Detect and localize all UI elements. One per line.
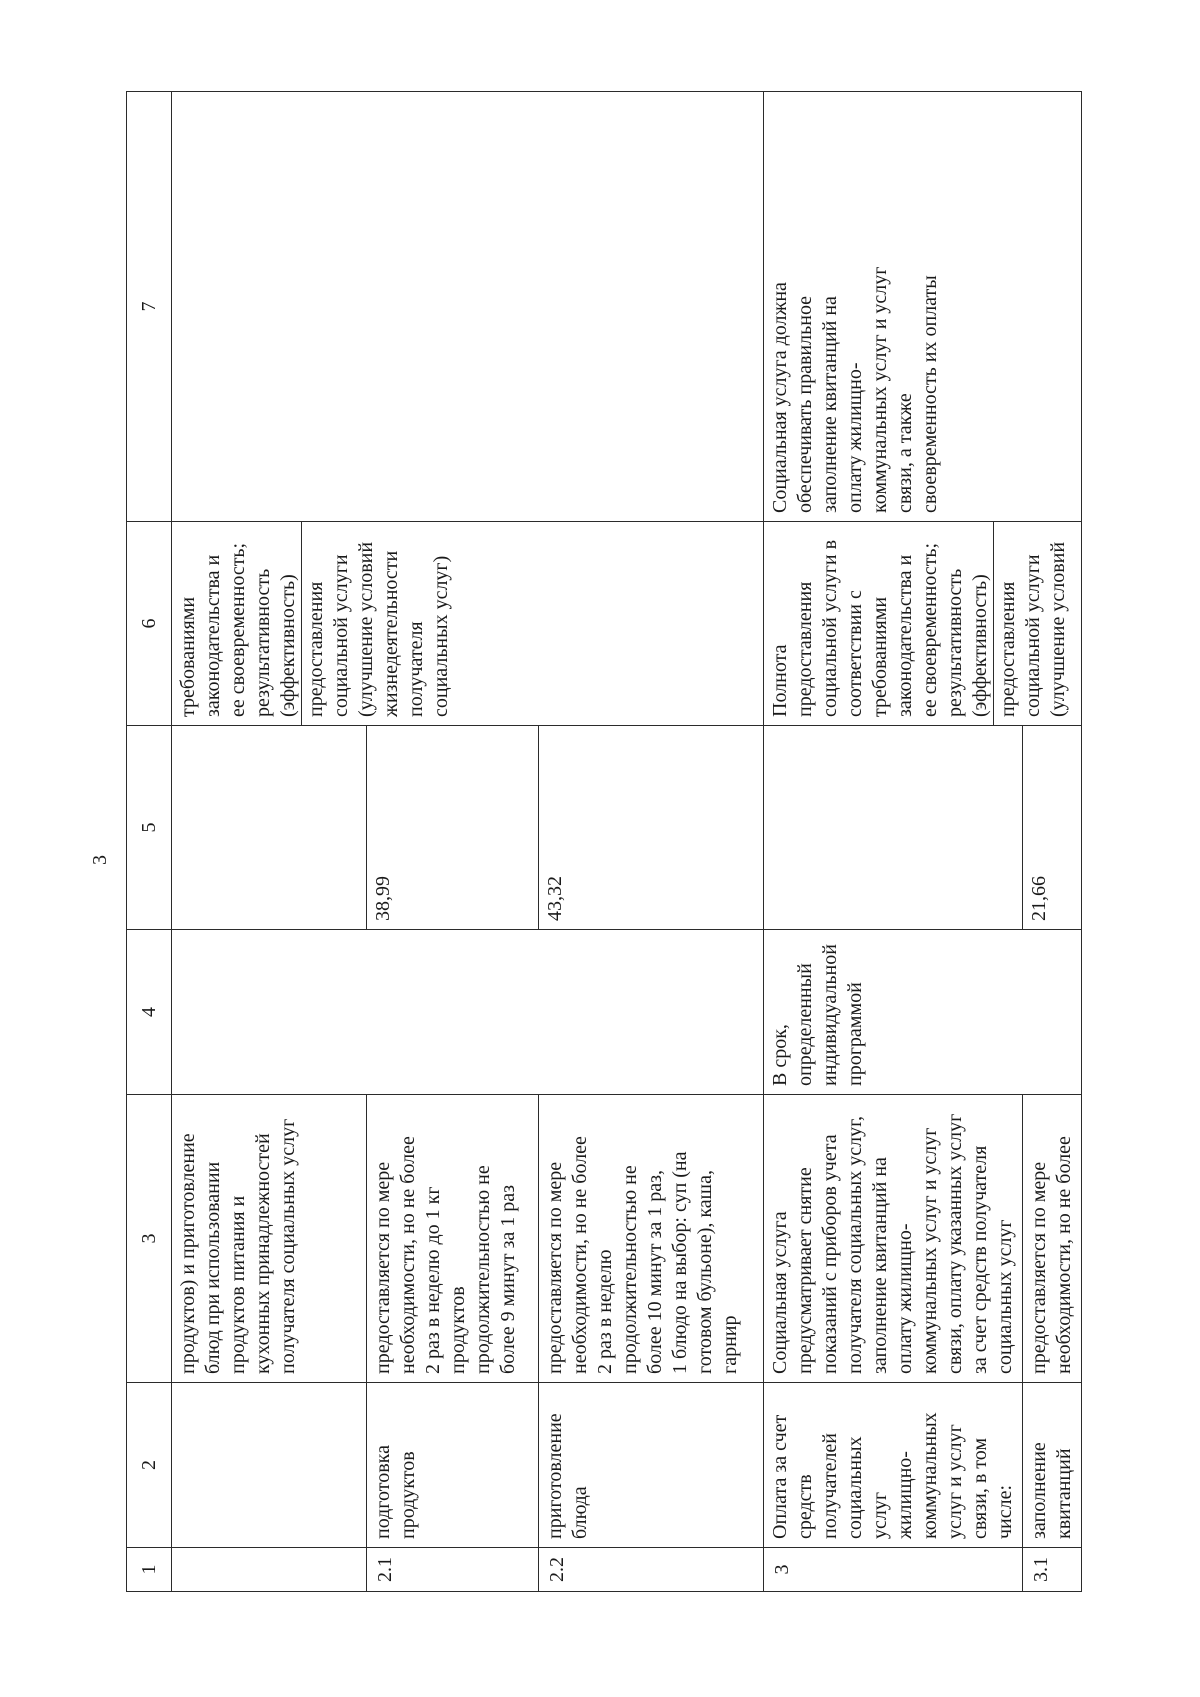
rotated-table-frame [126,92,1075,1592]
header-row [127,92,172,1592]
indicators-text: предоставления социальной услуги (улучшение условий жизнедеятельности получателя социальных услуг) [301,522,763,725]
service-description: предоставляется по мере необходимости, но не более 2 раз в неделю до 1 кг продуктов продолжительностью не более 9 минут за 1 раз [367,1095,539,1383]
service-description: Социальная услуга предусматривает снятие показаний с приборов учета получателя социальных услуг, заполнение квитанций на оплату жилищно- коммунальных услуг и услуг связи, оплату указанных услуг за счет средств получателя социальных услуг [764,1095,1023,1383]
service-price: 43,32 [539,726,764,930]
header-cell: 2 [127,1383,172,1548]
service-description: продуктов) и приготовление блюд при использовании продуктов питания и кухонных принадлежностей получателя социальных услуг [172,1095,367,1383]
table-row [764,92,1023,1592]
header-cell: 5 [127,726,172,930]
quality-indicators [764,522,1082,726]
service-description: предоставляется по мере необходимости, но не более [1023,1095,1082,1383]
service-name: подготовка продуктов [367,1383,539,1548]
page-number: 3 [89,855,111,865]
quality-indicators [172,522,764,726]
indicators-continued: требованиями законодательства и ее своевременность; результативность (эффективность) [177,542,299,717]
service-conditions [172,92,764,522]
service-price [172,726,367,930]
header-cell: 6 [127,522,172,726]
row-number: 3.1 [1023,1548,1082,1592]
row-number: 2.1 [367,1548,539,1592]
service-term [172,930,764,1095]
service-price: 38,99 [367,726,539,930]
service-name: заполнение квитанций [1023,1383,1082,1548]
header-cell: 3 [127,1095,172,1383]
service-description: предоставляется по мере необходимости, но не более 2 раз в неделю продолжительностью не более 10 минут за 1 раз, 1 блюдо на выбор: суп (на готовом бульоне), каша, гарнир [539,1095,764,1383]
header-cell: 4 [127,930,172,1095]
service-name: Оплата за счет средств получателей социальных услуг жилищно- коммунальных услуг и услуг связи, в том числе: [764,1383,1023,1548]
header-cell: 7 [127,92,172,522]
service-term: В срок, определенный индивидуальной программой [764,930,1082,1095]
indicators-text: Полнота предоставления социальной услуги в соответствии с требованиями законодательства и ее своевременность; результативность (эффективность) [769,539,991,717]
table-row [172,92,367,1592]
row-number [172,1548,367,1592]
service-name [172,1383,367,1548]
service-conditions: Социальная услуга должна обеспечивать правильное заполнение квитанций на оплату жилищно- коммунальных услуг и услуг связи, а также своевременность их оплаты [764,92,1082,522]
row-number: 3 [764,1548,1023,1592]
header-cell: 1 [127,1548,172,1592]
services-table [126,91,1082,1592]
service-name: приготовление блюда [539,1383,764,1548]
indicators-text: предоставления социальной услуги (улучшение условий [993,522,1081,725]
row-number: 2.2 [539,1548,764,1592]
service-price [764,726,1023,930]
service-price: 21,66 [1023,726,1082,930]
